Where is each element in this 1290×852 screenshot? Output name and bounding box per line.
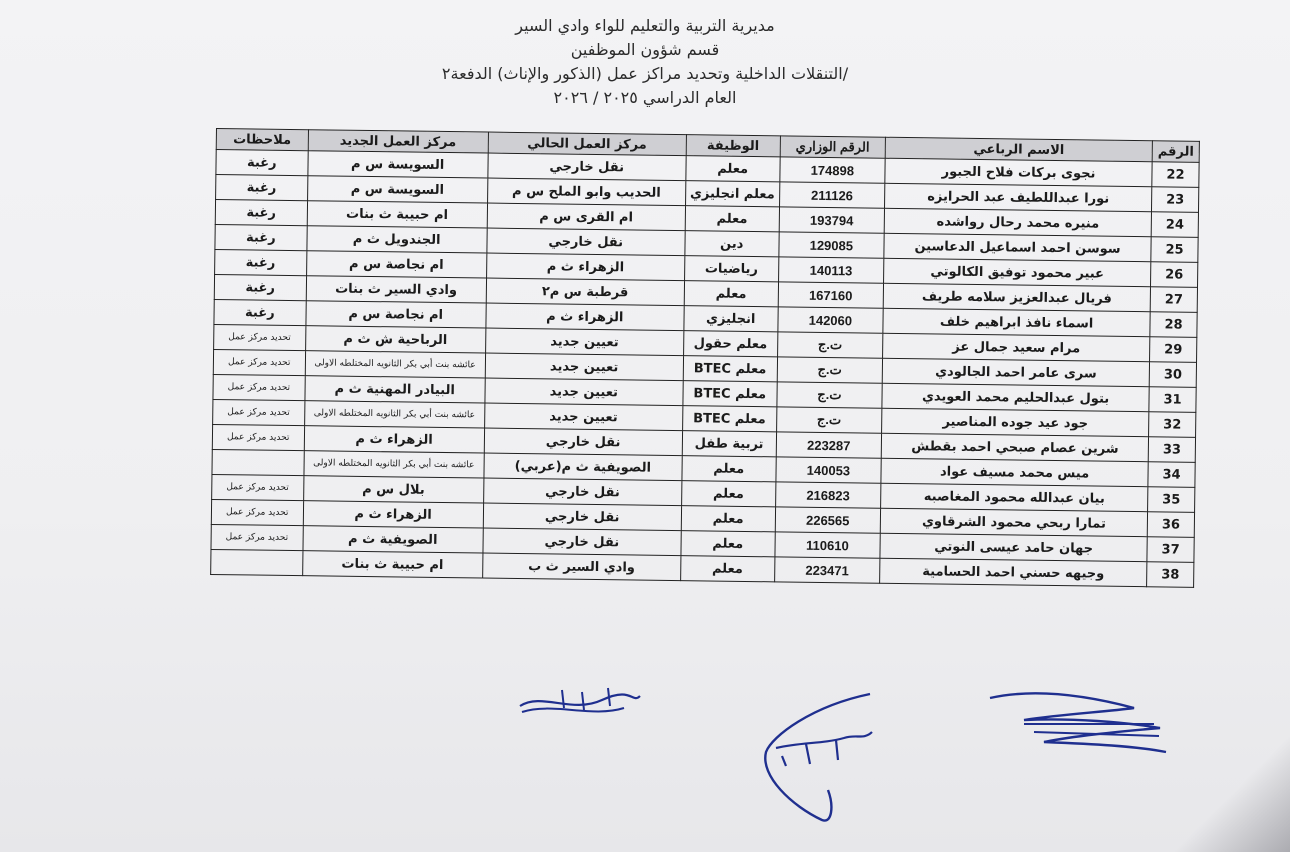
col-header-id: الرقم الوزاري: [780, 136, 886, 158]
cell-current-workplace: تعيين جديد: [485, 378, 683, 406]
cell-ministry-id: 223287: [776, 432, 882, 458]
list-title: التنقلات الداخلية وتحديد مراكز عمل (الذكور والإناث) الدفعة٢/: [441, 64, 849, 83]
cell-new-workplace: عائشه بنت أبي بكر الثانويه المختلطه الاولى: [305, 351, 486, 378]
cell-current-workplace: تعيين جديد: [485, 353, 683, 381]
cell-notes: تحديد مركز عمل: [213, 349, 305, 375]
cell-name: تمارا ربحي محمود الشرقاوي: [880, 508, 1147, 536]
cell-new-workplace: وادي السير ث بنات: [306, 276, 487, 303]
cell-new-workplace: ام نجاصة س م: [306, 251, 487, 278]
cell-notes: رغبة: [215, 200, 307, 226]
cell-new-workplace: ام حبيبة ث بنات: [307, 201, 488, 228]
cell-name: نجوى بركات فلاح الجبور: [885, 158, 1152, 186]
cell-ministry-id: ت.ج: [776, 407, 882, 433]
cell-notes: رغبة: [215, 224, 307, 250]
cell-ministry-id: ت.ج: [777, 382, 883, 408]
cell-current-workplace: ام القرى س م: [487, 203, 685, 231]
cell-name: اسماء نافذ ابراهيم خلف: [883, 308, 1150, 336]
cell-name: مرام سعيد جمال عز: [883, 333, 1150, 361]
cell-job: معلم: [681, 506, 775, 532]
cell-notes: تحديد مركز عمل: [213, 399, 305, 425]
cell-new-workplace: الزهراء ث م: [304, 426, 485, 453]
cell-new-workplace: الجندويل ث م: [306, 226, 487, 253]
cell-no: 28: [1150, 312, 1197, 338]
cell-ministry-id: 226565: [775, 507, 881, 533]
page-fold-shadow: [1170, 712, 1290, 852]
cell-no: 30: [1149, 362, 1196, 388]
cell-current-workplace: الزهراء ث م: [486, 253, 684, 281]
cell-current-workplace: الصويفية ث م(عربي): [484, 453, 682, 481]
cell-no: 32: [1149, 412, 1196, 438]
cell-new-workplace: الرباحية ش ث م: [305, 326, 486, 353]
cell-job: معلم انجليزي: [685, 181, 779, 207]
cell-job: معلم BTEC: [683, 381, 777, 407]
cell-current-workplace: الحديب وابو الملح س م: [487, 178, 685, 206]
cell-job: انجليزي: [684, 306, 778, 332]
cell-current-workplace: تعيين جديد: [485, 328, 683, 356]
cell-no: 26: [1151, 262, 1198, 288]
cell-ministry-id: 129085: [779, 232, 885, 258]
col-header-name: الاسم الرباعي: [885, 137, 1152, 161]
cell-notes: رغبة: [214, 299, 306, 325]
signature-right: [984, 684, 1174, 764]
transfers-table: [210, 128, 1200, 588]
cell-current-workplace: نقل خارجي: [484, 428, 682, 456]
cell-notes: تحديد مركز عمل: [212, 424, 304, 450]
cell-new-workplace: السويسة س م: [307, 151, 488, 178]
cell-no: 27: [1150, 287, 1197, 313]
cell-new-workplace: بلال س م: [303, 476, 484, 503]
cell-no: 23: [1152, 187, 1199, 213]
cell-name: بيان عبدالله محمود المغاصبه: [881, 483, 1148, 511]
document-header: [0, 14, 1290, 110]
cell-name: نورا عبداللطيف عبد الحرايزه: [884, 183, 1151, 211]
col-header-notes: ملاحظات: [216, 129, 308, 151]
cell-job: رياضيات: [684, 256, 778, 282]
col-header-no: الرقم: [1152, 141, 1199, 163]
cell-no: 25: [1151, 237, 1198, 263]
cell-new-workplace: عائشه بنت أبي بكر الثانويه المختلطه الاولى: [303, 451, 484, 478]
cell-notes: تحديد مركز عمل: [211, 524, 303, 550]
cell-notes: [212, 449, 304, 475]
cell-current-workplace: نقل خارجي: [483, 528, 681, 556]
cell-no: 37: [1147, 537, 1194, 563]
cell-notes: رغبة: [216, 175, 308, 201]
cell-current-workplace: تعيين جديد: [484, 403, 682, 431]
cell-notes: تحديد مركز عمل: [213, 374, 305, 400]
cell-ministry-id: 193794: [779, 207, 885, 233]
cell-name: فريال عبدالعزيز سلامه طريف: [883, 283, 1150, 311]
cell-new-workplace: البيادر المهنية ث م: [304, 376, 485, 403]
cell-current-workplace: قرطبة س م٢: [486, 278, 684, 306]
signature-middle: [752, 686, 892, 826]
cell-job: معلم: [682, 456, 776, 482]
cell-ministry-id: ت.ج: [777, 332, 883, 358]
cell-no: 31: [1149, 387, 1196, 413]
cell-job: معلم: [686, 156, 780, 182]
cell-no: 36: [1147, 512, 1194, 538]
cell-ministry-id: 140113: [778, 257, 884, 283]
cell-ministry-id: 211126: [779, 182, 885, 208]
academic-year: العام الدراسي ٢٠٢٥ / ٢٠٢٦: [553, 88, 737, 107]
cell-job: معلم: [680, 556, 774, 582]
signature-left: [512, 684, 652, 724]
cell-job: معلم: [685, 206, 779, 232]
cell-new-workplace: ام حبيبة ث بنات: [302, 551, 483, 578]
cell-notes: رغبة: [215, 249, 307, 275]
cell-job: معلم حقول: [683, 331, 777, 357]
cell-notes: تحديد مركز عمل: [214, 324, 306, 350]
cell-ministry-id: 142060: [778, 307, 884, 333]
cell-no: 35: [1148, 487, 1195, 513]
cell-new-workplace: الصويفية ث م: [303, 526, 484, 553]
cell-notes: تحديد مركز عمل: [211, 499, 303, 525]
cell-no: 24: [1151, 212, 1198, 238]
cell-name: جود عيد جوده المناصير: [882, 408, 1149, 436]
cell-name: سوسن احمد اسماعيل الدعاسين: [884, 233, 1151, 261]
cell-job: تربية طفل: [682, 431, 776, 457]
cell-new-workplace: السويسة س م: [307, 176, 488, 203]
cell-name: سرى عامر احمد الجالودي: [882, 358, 1149, 386]
col-header-new: مركز العمل الجديد: [308, 130, 488, 153]
cell-notes: تحديد مركز عمل: [212, 474, 304, 500]
col-header-job: الوظيفة: [686, 135, 780, 157]
cell-notes: رغبة: [214, 274, 306, 300]
cell-job: معلم: [684, 281, 778, 307]
cell-current-workplace: الزهراء ث م: [486, 303, 684, 331]
cell-notes: [211, 549, 303, 575]
cell-current-workplace: نقل خارجي: [483, 503, 681, 531]
cell-new-workplace: عائشه بنت أبي بكر الثانويه المختلطه الاولى: [304, 401, 485, 428]
cell-current-workplace: نقل خارجي: [487, 228, 685, 256]
cell-no: 22: [1152, 162, 1199, 188]
cell-job: معلم: [681, 531, 775, 557]
cell-ministry-id: 216823: [775, 482, 881, 508]
cell-name: وجيهه حسني احمد الحسامية: [880, 558, 1147, 586]
department-title: قسم شؤون الموظفين: [570, 40, 720, 59]
cell-job: معلم: [681, 481, 775, 507]
cell-new-workplace: الزهراء ث م: [303, 501, 484, 528]
cell-no: 34: [1148, 462, 1195, 488]
cell-ministry-id: 110610: [775, 532, 881, 558]
col-header-current: مركز العمل الحالي: [488, 132, 686, 156]
cell-name: شرين عصام صبحي احمد بقطش: [881, 433, 1148, 461]
cell-no: 38: [1147, 562, 1194, 588]
cell-new-workplace: ام نجاصة س م: [305, 301, 486, 328]
cell-name: جهان حامد عيسى النوتي: [880, 533, 1147, 561]
cell-ministry-id: 174898: [780, 157, 886, 183]
cell-ministry-id: 167160: [778, 282, 884, 308]
cell-job: معلم BTEC: [683, 356, 777, 382]
cell-current-workplace: نقل خارجي: [488, 153, 686, 181]
cell-ministry-id: 223471: [774, 557, 880, 583]
cell-name: عبير محمود توفيق الكالوتي: [884, 258, 1151, 286]
cell-name: منيره محمد رحال رواشده: [884, 208, 1151, 236]
cell-current-workplace: نقل خارجي: [483, 478, 681, 506]
cell-current-workplace: وادي السير ث ب: [482, 553, 680, 581]
cell-notes: رغبة: [216, 150, 308, 176]
cell-name: بتول عبدالحليم محمد العويدي: [882, 383, 1149, 411]
cell-ministry-id: 140053: [776, 457, 882, 483]
cell-no: 33: [1148, 437, 1195, 463]
cell-job: دين: [685, 231, 779, 257]
cell-job: معلم BTEC: [682, 406, 776, 432]
cell-ministry-id: ت.ج: [777, 357, 883, 383]
directorate-title: مديرية التربية والتعليم للواء وادي السير: [515, 16, 775, 35]
cell-no: 29: [1150, 337, 1197, 363]
cell-name: ميس محمد مسيف عواد: [881, 458, 1148, 486]
